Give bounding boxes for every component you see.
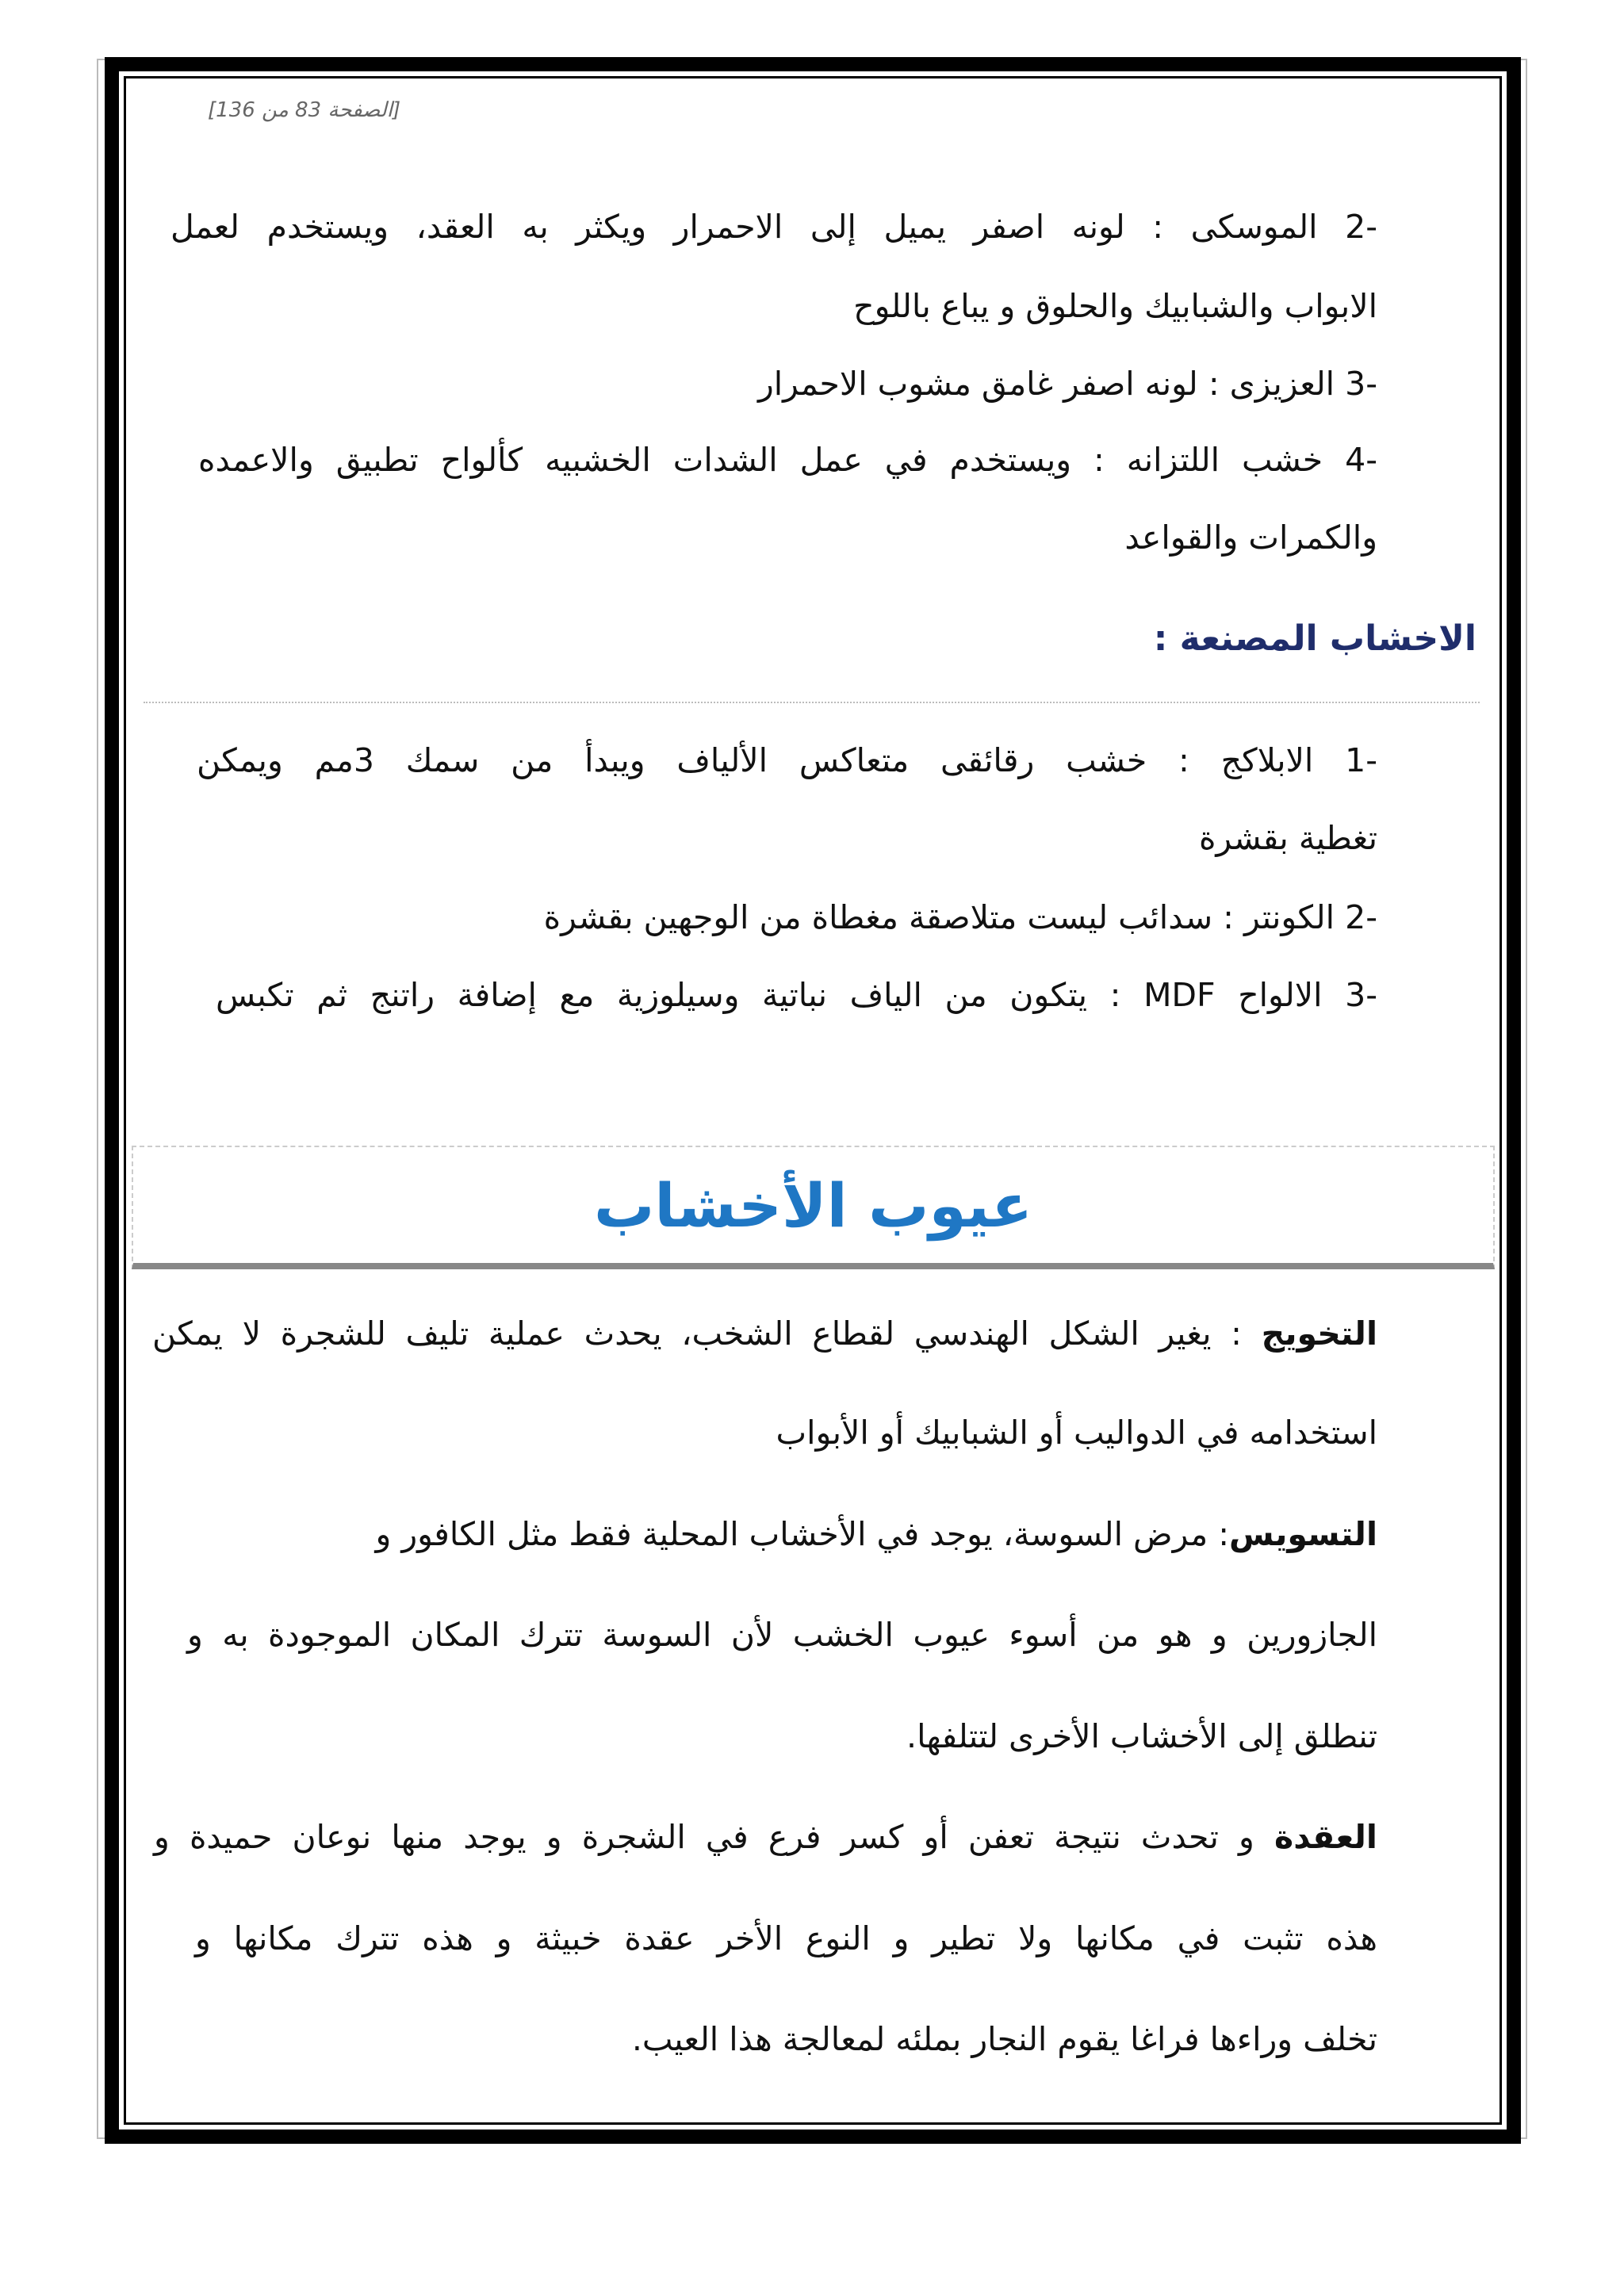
defect-worm-cont: الجازورين و هو من أسوء عيوب الخشب لأن السوسة تترك المكان الموجودة به و [187,1616,1377,1654]
manufactured-item-1: -1 الابلاكج : خشب رقائقى متعاكس الألياف ويبدأ من سمك 3مم ويمكن [197,741,1377,779]
manufactured-woods-heading: الاخشاب المصنعة : [1153,618,1477,659]
defect-warping [152,1310,1377,1357]
defect-knot [154,1813,1377,1861]
wood-item-4-cont: والكمرات والقواعد [1124,519,1377,557]
wood-item-4: -4 خشب اللتزانه : ويستخدم في عمل الشدات الخشبيه كألواح تطبيق والاعمده [198,441,1377,479]
defect-text: و تحدث نتيجة تعفن أو كسر فرع في الشجرة و يوجد منها نوعان حميدة و [154,1818,1274,1856]
wood-item-2-cont: الابواب والشبابيك والحلوق و يباع باللوح [853,287,1377,325]
defect-knot-cont: هذه تثبت في مكانها ولا تطير و النوع الأخر عقدة خبيثة و هذه تترك مكانها و [195,1919,1377,1957]
defect-worm-cont2: تنطلق إلى الأخشاب الأخرى لتتلفها. [906,1717,1377,1755]
manufactured-item-1-cont: تغطية بقشرة [1198,819,1377,857]
defect-term: التسويس [1229,1515,1377,1553]
manufactured-item-3: -3 الالواح MDF : يتكون من الياف نباتية وسيلوزية مع إضافة راتنج ثم تكبس [216,976,1378,1014]
defect-text: : مرض السوسة، يوجد في الأخشاب المحلية فقط مثل الكافور و [375,1515,1230,1553]
manufactured-item-2: -2 الكونتر : سدائب ليست متلاصقة مغطاة من الوجهين بقشرة [543,898,1377,936]
wood-item-2: -2 الموسكى : لونه اصفر يميل إلى الاحمرار ويكثر به العقد، ويستخدم لعمل [170,208,1377,246]
defect-term: العقدة [1274,1818,1377,1856]
page-number: [الصفحة 83 من 136] [208,98,401,122]
defect-warping-cont: استخدامه في الدواليب أو الشبابيك أو الأبواب [776,1414,1377,1452]
defect-knot-cont2: تخلف وراءها فراغا يقوم النجار بملئه لمعالجة هذا العيب. [631,2020,1377,2058]
defect-text: : يغير الشكل الهندسي لقطاع الشخب، يحدث عملية تليف للشجرة لا يمكن [152,1314,1262,1353]
section-title-box [132,1146,1495,1269]
section-title: عيوب الأخشاب [593,1169,1033,1241]
defect-term: التخويج [1261,1314,1377,1353]
wood-item-3: -3 العزيزى : لونه اصفر غامق مشوب الاحمرار [757,365,1377,403]
defect-worm [376,1510,1378,1558]
dotted-divider [144,702,1480,703]
